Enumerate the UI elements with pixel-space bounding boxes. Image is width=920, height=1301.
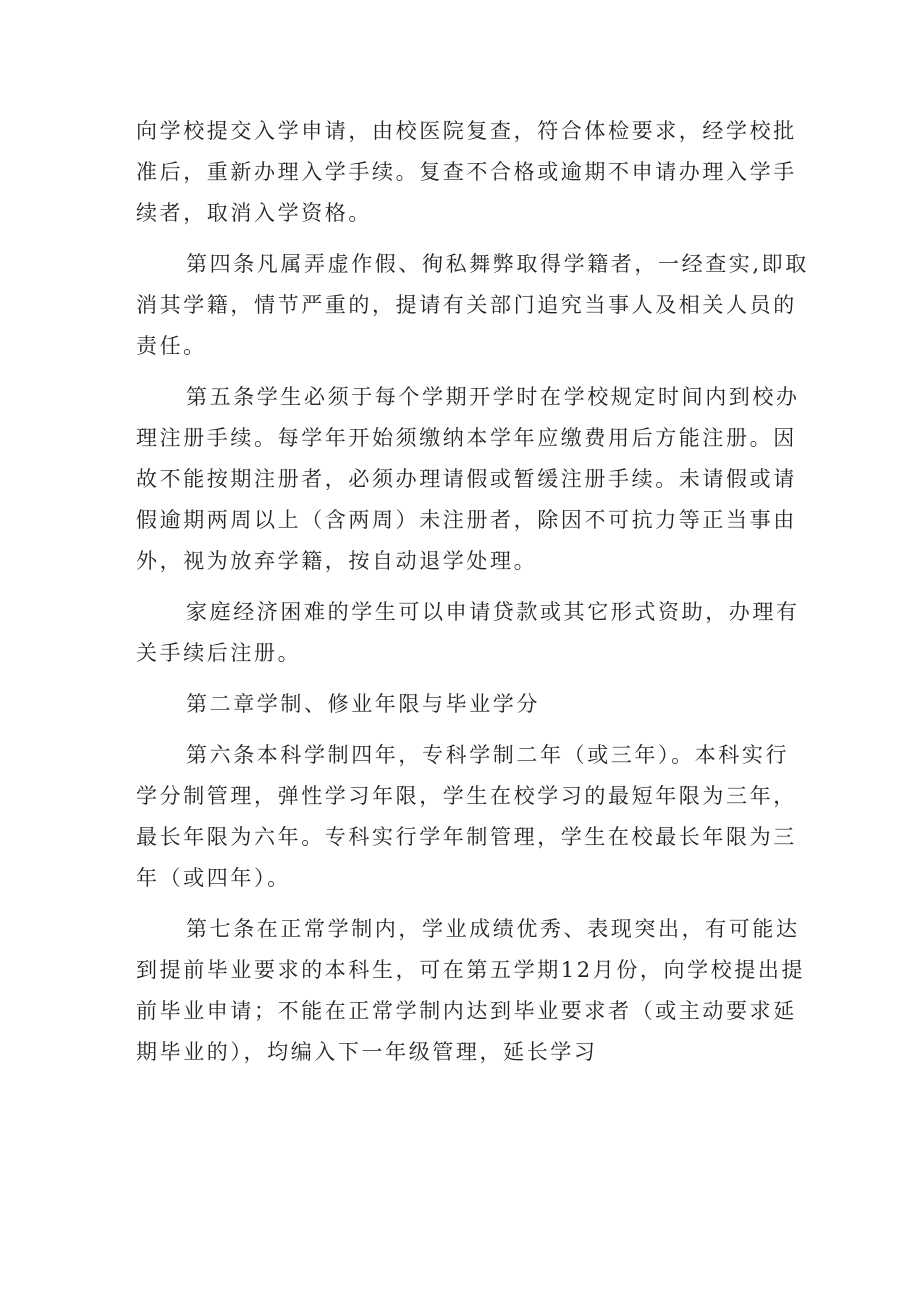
text-line: 向学校提交入学申请，由校医院复查，符合体检要求，经学校批 — [136, 119, 797, 143]
text-line: 第四条凡属弄虚作假、徇私舞弊取得学籍者，一经查实,即取 — [186, 252, 809, 276]
text-line: 责任。 — [136, 334, 207, 358]
text-line: 最长年限为六年。专科实行学年制管理，学生在校最长年限为三 — [136, 825, 797, 849]
text-line: 前毕业申请；不能在正常学制内达到毕业要求者（或主动要求延 — [136, 999, 797, 1023]
text-line: 家庭经济困难的学生可以申请贷款或其它形式资助，办理有 — [186, 600, 800, 624]
paragraph-financial-aid — [136, 592, 800, 674]
text-line: 续者，取消入学资格。 — [136, 201, 372, 225]
chapter-2-heading — [136, 684, 792, 725]
document-page — [136, 111, 809, 1083]
text-line: 第七条在正常学制内，学业成绩优秀、表现突出，有可能达 — [186, 917, 800, 941]
text-line: 外，视为放弃学籍，按自动退学处理。 — [136, 549, 538, 573]
text-line: 第五条学生必须于每个学期开学时在学校规定时间内到校办 — [186, 385, 800, 409]
text-line: 学分制管理，弹性学习年限，学生在校学习的最短年限为三年， — [136, 784, 797, 808]
text-line: 第六条本科学制四年，专科学制二年（或三年）。本科实行 — [186, 743, 790, 767]
paragraph-article-7 — [136, 909, 806, 1073]
text-line: 年（或四年）。 — [136, 866, 291, 890]
text-line: 故不能按期注册者，必须办理请假或暂缓注册手续。未请假或请 — [136, 467, 797, 491]
paragraph-article-6 — [136, 735, 797, 899]
text-line: 消其学籍，情节严重的，提请有关部门追究当事人及相关人员的 — [136, 293, 797, 317]
text-line: 到提前毕业要求的本科生，可在第五学期12月份，向学校提出提 — [136, 958, 806, 982]
text-line: 第二章学制、修业年限与毕业学分 — [186, 692, 540, 716]
paragraph-article-4 — [136, 244, 809, 367]
paragraph-article-5 — [136, 377, 800, 582]
text-line: 关手续后注册。 — [136, 641, 302, 665]
paragraph-admission-recheck — [136, 111, 797, 234]
text-line: 期毕业的），均编入下一年级管理，延长学习 — [136, 1040, 598, 1064]
text-line: 理注册手续。每学年开始须缴纳本学年应缴费用后方能注册。因 — [136, 426, 797, 450]
text-line: 假逾期两周以上（含两周）未注册者，除因不可抗力等正当事由 — [136, 508, 797, 532]
text-line: 准后，重新办理入学手续。复查不合格或逾期不申请办理入学手 — [136, 160, 797, 184]
